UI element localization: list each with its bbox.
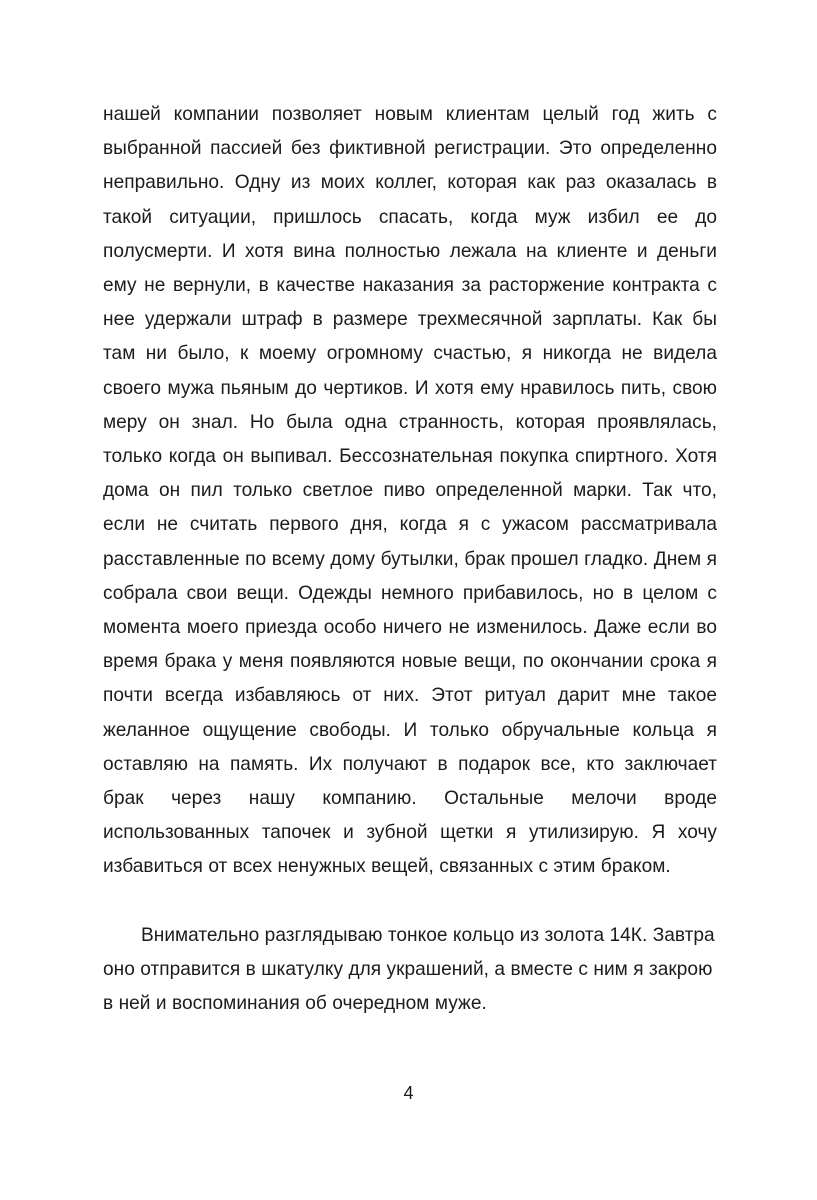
body-paragraph: нашей компании позволяет новым клиентам целый год жить с выбранной пассией без фиктивной регистрации. Это определенно неправильно. Одну из моих коллег, которая как раз оказалась в такой ситуации, пришлось спасать, когда муж избил ее до полусмерти. И хотя вина полностью лежала на клиенте и деньги ему не вернули, в качестве наказания за расторжение контракта с нее удержали штраф в размере трехмесячной зарплаты. Как бы там ни было, к моему огромному счастью, я никогда не видела своего мужа пьяным до чертиков. И хотя ему нравилось пить, свою меру он знал. Но была одна странность, которая проявлялась, только когда он выпивал. Бессознательная покупка спиртного. Хотя дома он пил только светлое пиво определенной марки. Так что, если не считать первого дня, когда я с ужасом рассматривала расставленные по всему дому бутылки, брак прошел гладко. Днем я собрала свои вещи. Одежды немного прибавилось, но в целом с момента моего приезда особо ничего не изменилось. Даже если во время брака у меня появляются новые вещи, по окончании срока я почти всегда избавляюсь от них. Этот ритуал дарит мне такое желанное ощущение свободы. И только обручальные кольца я оставляю на память. Их получают в подарок все, кто заключает брак через нашу компанию. Остальные мелочи вроде использованных тапочек и зубной щетки я утилизирую. Я хочу избавиться от всех ненужных вещей, связанных с этим браком. [103, 104, 717, 878]
body-paragraph: Внимательно разглядываю тонкое кольцо из золота 14К. Завтра оно отправится в шкатулку для украшений, а вместе с ним я закрою в ней и воспоминания об очередном муже. [103, 924, 715, 1015]
page-number: 4 [403, 1083, 414, 1103]
page-text-body [103, 98, 717, 1021]
